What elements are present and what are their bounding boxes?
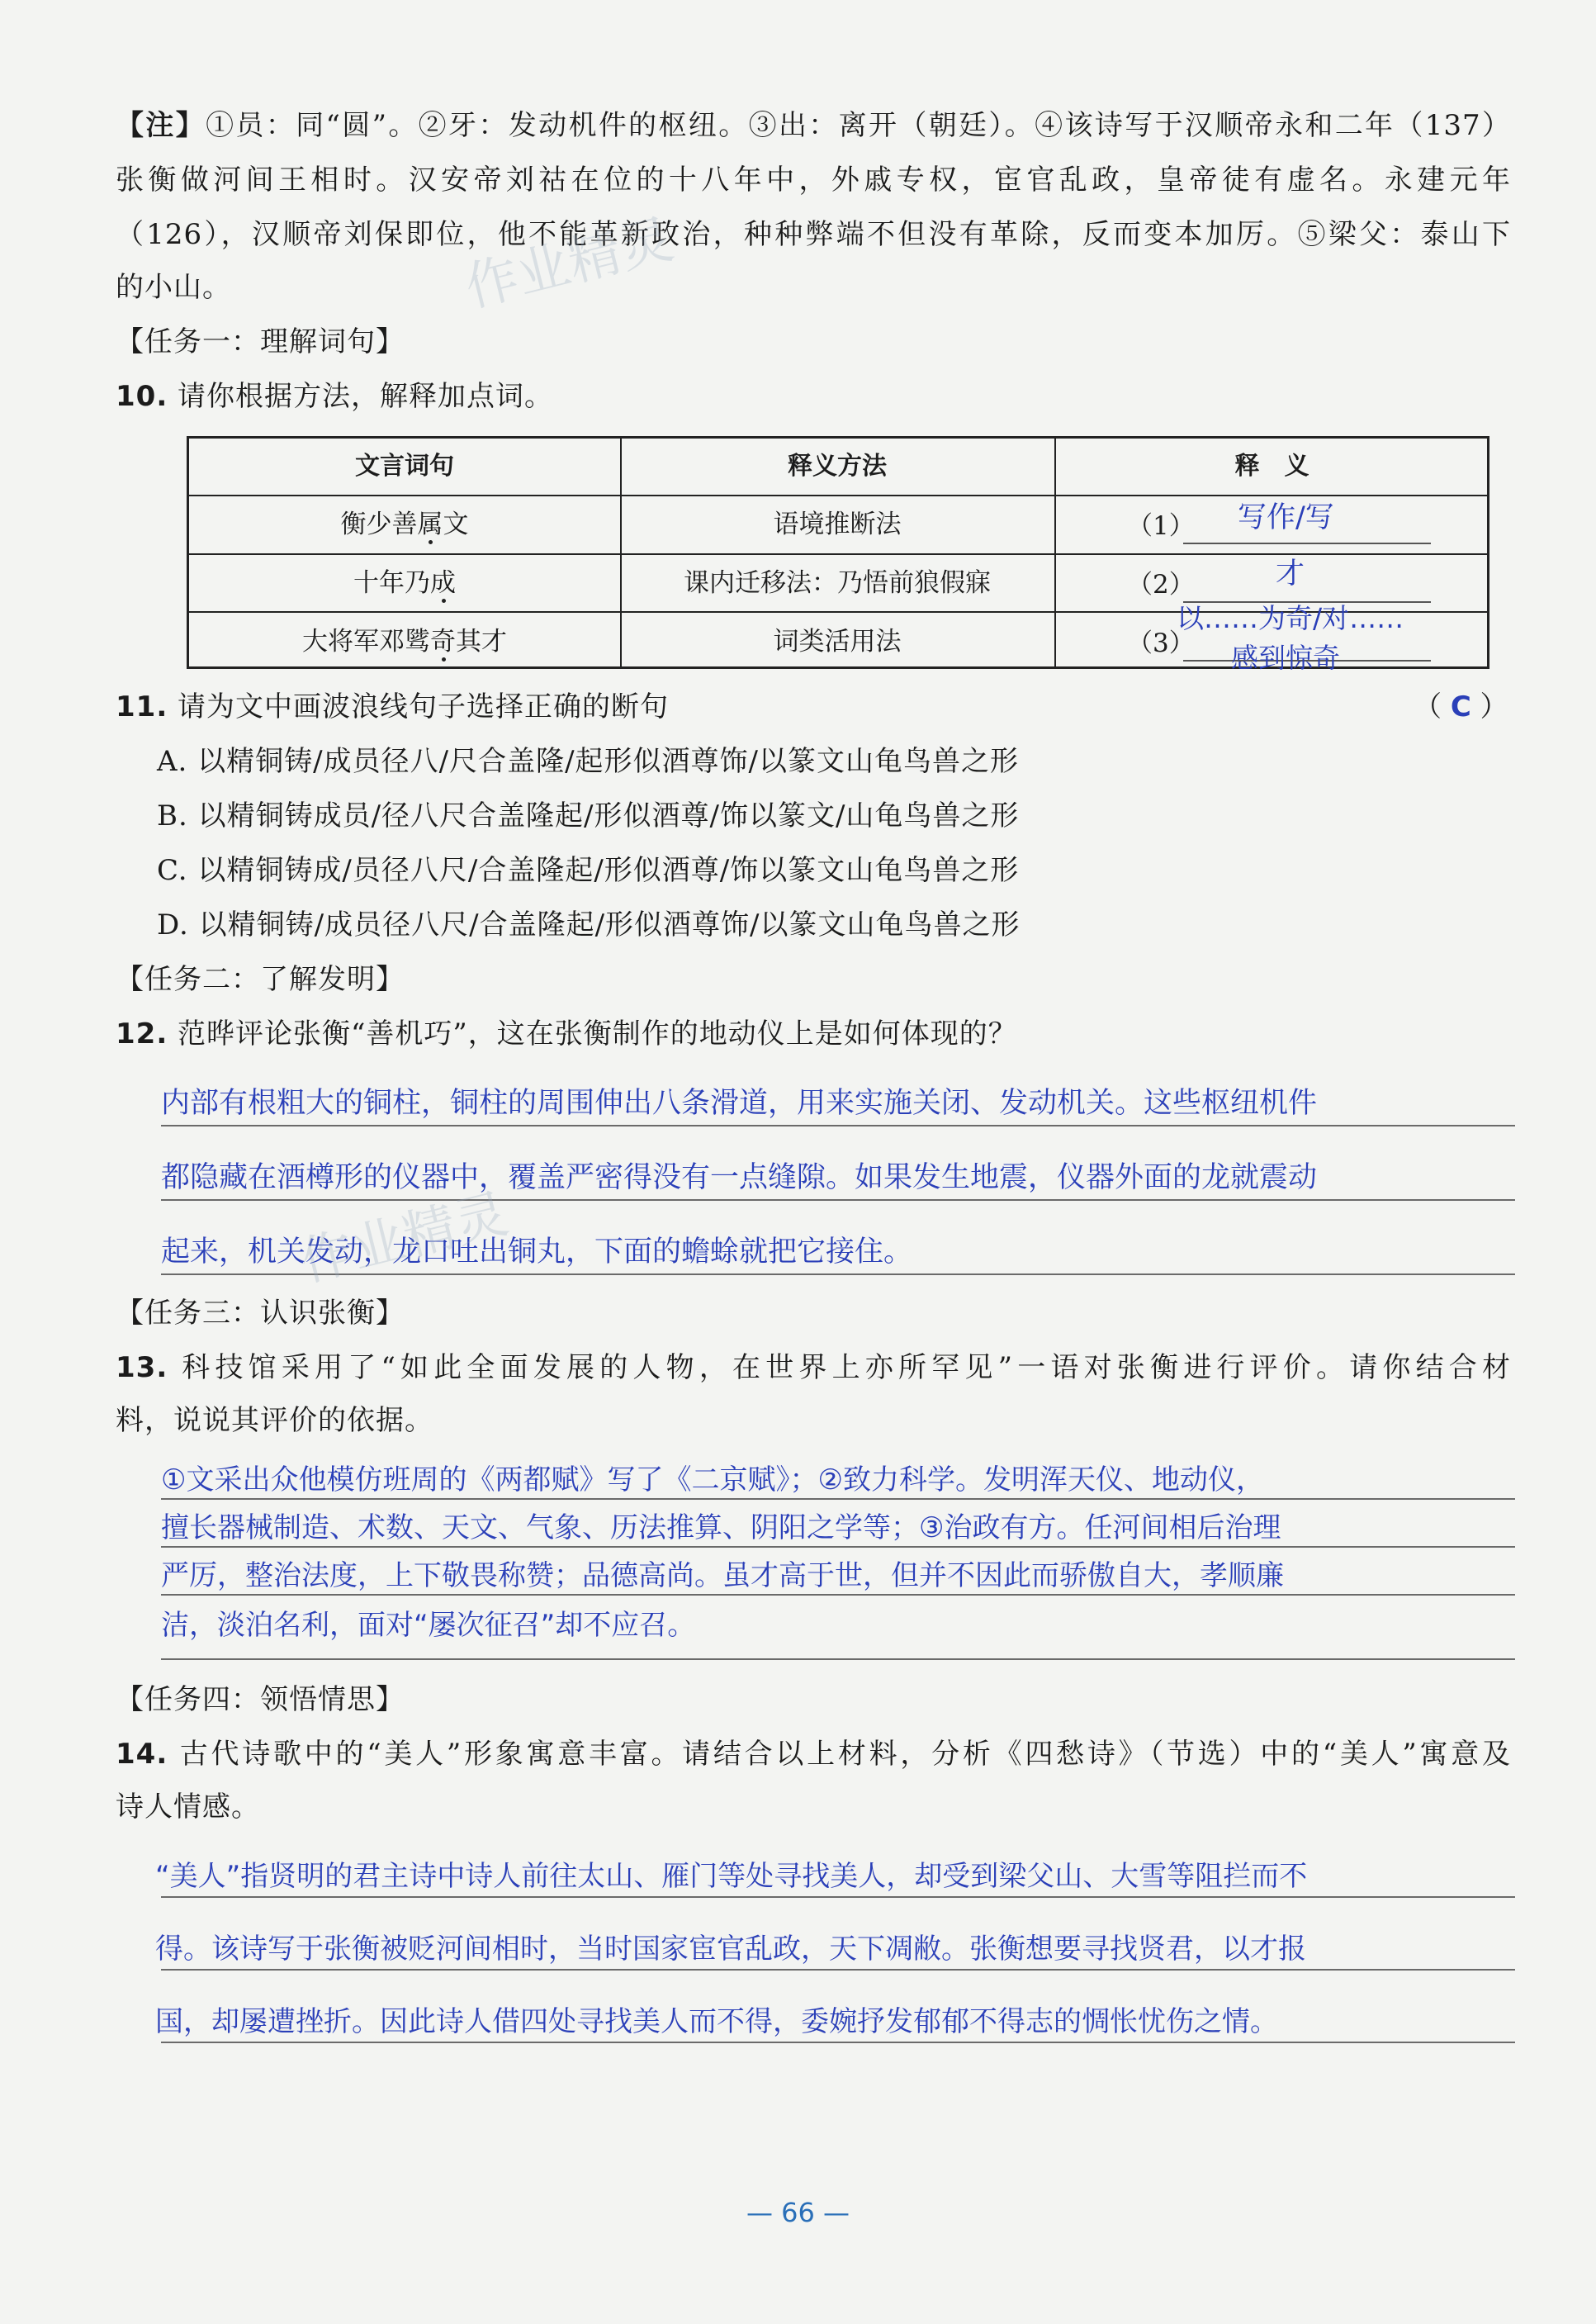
table-row-1-phrase: 衡少善属文: [340, 510, 469, 539]
table-row-3-phrase: 大将军邓骘奇其才: [302, 627, 507, 657]
task1-title: 【任务一：理解词句】: [116, 325, 405, 358]
q13-answer-line-1: ①文采出众他模仿班周的《两都赋》写了《二京赋》；②致力科学。发明浑天仪、地动仪，: [161, 1463, 1264, 1496]
note-line-4: 的小山。: [116, 271, 231, 304]
note-text-1: ①员：同“圆”。②牙：发动机件的枢纽。③出：离开（朝廷）。④该诗写于汉顺帝永和二年（137）: [206, 109, 1512, 142]
table-row-2-phrase: 十年乃成: [353, 568, 456, 598]
answer-3b: 感到惊奇: [1231, 642, 1340, 674]
q10-prompt: [116, 375, 1511, 418]
q11-answer-bracket: （ C ）: [1414, 690, 1508, 723]
q14-number: 14.: [116, 1738, 168, 1771]
q10-text: 请你根据方法，解释加点词。: [178, 380, 554, 413]
q12-prompt: [116, 1013, 1511, 1055]
table-row-3-index: （3）: [1127, 628, 1195, 658]
task3-title: 【任务三：认识张衡】: [116, 1297, 405, 1330]
note-line-3: （126），汉顺帝刘保即位，他不能革新政治，种种弊端不但没有革除，反而变本加厉。⑤梁父：泰山下: [116, 218, 1511, 251]
q13-answer-line-4: 洁，淡泊名利，面对“屡次征召”却不应召。: [161, 1609, 696, 1642]
q14-prompt-line-1: 14. 古代诗歌中的“美人”形象寓意丰富。请结合以上材料，分析《四愁诗》（节选）中的“美人”寓意及: [116, 1738, 1512, 1771]
table-row-1-index: （1）: [1127, 511, 1195, 541]
q11-option-d: D. 以精铜铸/成员径八尺/合盖隆起/形似酒尊饰/以篆文山龟鸟兽之形: [157, 908, 1021, 941]
q12-answer-line-3: 起来，机关发动，龙口吐出铜丸，下面的蟾蜍就把它接住。: [161, 1236, 913, 1269]
q11-option-b: B. 以精铜铸成员/径八尺合盖隆起/形似酒尊/饰以篆文/山龟鸟兽之形: [157, 799, 1020, 832]
table-row-3-method: 词类活用法: [773, 627, 902, 657]
table-header-meaning: 释 义: [1234, 452, 1309, 481]
q13-prompt-line-1: 13. 科技馆采用了“如此全面发展的人物，在世界上亦所罕见”一语对张衡进行评价。请你结合材: [116, 1351, 1511, 1384]
table-row-2-index: （2）: [1127, 570, 1195, 600]
task4-title: 【任务四：领悟情思】: [116, 1683, 405, 1716]
q14-answer-line-3: 国，却屡遭挫折。因此诗人借四处寻找美人而不得，委婉抒发郁郁不得志的惆怅忧伤之情。: [155, 2005, 1278, 2038]
q10-number: 10.: [116, 380, 168, 413]
q13-answer-line-2: 擅长器械制造、术数、天文、气象、历法推算、阴阳之学等；③治政有方。任河间相后治理: [161, 1511, 1281, 1544]
q14-prompt-line-2: 诗人情感。: [116, 1790, 260, 1824]
answer-1: 写作/写: [1238, 501, 1334, 534]
note-label: 【注】: [116, 109, 206, 142]
q12-answer-line-1: 内部有根粗大的铜柱，铜柱的周围伸出八条滑道，用来实施关闭、发动机关。这些枢纽机件: [161, 1087, 1318, 1120]
answer-2: 才: [1276, 557, 1305, 590]
watermark-logo: 作业精灵: [459, 208, 680, 320]
note-line-1: [116, 104, 1511, 147]
answer-3a: 以……为奇/对……: [1177, 602, 1404, 634]
q11-prompt: [116, 685, 1511, 728]
q11-answer: C: [1450, 690, 1471, 723]
page-number: — 66 —: [746, 2197, 850, 2228]
q11-option-a: A. 以精铜铸/成员径八/尺合盖隆/起形似酒尊饰/以篆文山龟鸟兽之形: [157, 745, 1019, 778]
table-row-1-method: 语境推断法: [773, 510, 902, 539]
note-line-2: 张衡做河间王相时。汉安帝刘祜在位的十八年中，外戚专权，宦官乱政，皇帝徒有虚名。永建元年: [116, 164, 1511, 197]
q11-option-c: C. 以精铜铸成/员径八尺/合盖隆起/形似酒尊/饰以篆文山龟鸟兽之形: [157, 854, 1020, 887]
task2-title: 【任务二：了解发明】: [116, 963, 405, 996]
q11-text: 请为文中画波浪线句子选择正确的断句: [178, 690, 670, 723]
q13-answer-line-3: 严厉，整治法度，上下敬畏称赞；品德高尚。虽才高于世，但并不因此而骄傲自大，孝顺廉: [161, 1559, 1284, 1592]
q11-number: 11.: [116, 690, 168, 723]
q13-prompt-line-2: 料，说说其评价的依据。: [116, 1404, 433, 1437]
q12-text: 范晔评论张衡“善机巧”，这在张衡制作的地动仪上是如何体现的？: [178, 1017, 1017, 1051]
q14-answer-line-1: “美人”指贤明的君主诗中诗人前往太山、雁门等处寻找美人，却受到梁父山、大雪等阻拦而不: [155, 1860, 1308, 1893]
table-header-phrase: 文言词句: [355, 452, 454, 481]
table-header-method: 释义方法: [788, 452, 887, 481]
q14-answer-line-2: 得。该诗写于张衡被贬河间相时，当时国家宦官乱政，天下凋敝。张衡想要寻找贤君，以才报: [155, 1933, 1306, 1966]
q10-table: [187, 436, 1489, 674]
watermark-logo-2: 作业精灵: [294, 1183, 514, 1294]
q13-number: 13.: [116, 1351, 168, 1384]
q12-number: 12.: [116, 1017, 168, 1051]
q12-answer-line-2: 都隐藏在酒樽形的仪器中，覆盖严密得没有一点缝隙。如果发生地震，仪器外面的龙就震动: [161, 1161, 1318, 1194]
table-row-2-method: 课内迁移法：乃悟前狼假寐: [684, 568, 991, 598]
